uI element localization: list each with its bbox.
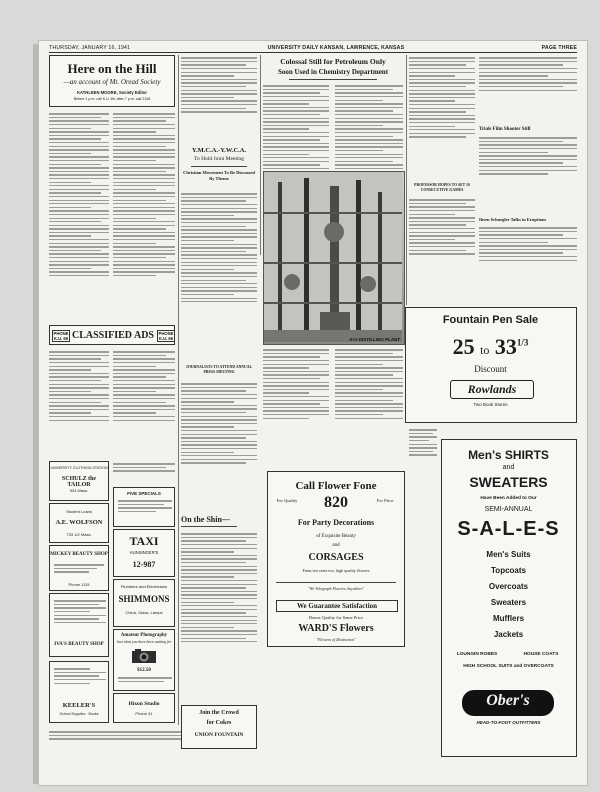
society-subtitle: —an account of Mt. Oread Society xyxy=(63,78,161,86)
on-the-shin-article xyxy=(181,531,257,701)
petroleum-article-col2-bottom xyxy=(335,347,403,467)
masthead-page: PAGE THREE xyxy=(541,45,577,51)
right-news-col2-bottom xyxy=(479,225,577,303)
flowers-subtext: From ten cents too, high quality flowers xyxy=(302,568,370,573)
bonus-quality: Bonus Quality for Same Price xyxy=(309,615,363,620)
shimmons-subtitle: China, Glass, Lamps xyxy=(125,610,163,615)
distilling-plant-photo xyxy=(263,171,405,345)
ibsen-headline: Ibsen Schnegler Talks in Eruptions xyxy=(479,217,547,222)
fountain-pen-title: Fountain Pen Sale xyxy=(442,314,539,326)
society-column-text xyxy=(49,111,109,361)
keeler-ad xyxy=(49,661,109,723)
services-title: FIVE SPECIALS xyxy=(127,491,161,496)
mens-shirts: Men's SHIRTS xyxy=(468,448,549,462)
discount-fraction: 1/3 xyxy=(516,337,529,348)
right-news-col2-mid xyxy=(479,135,577,215)
journalists-article xyxy=(181,381,257,511)
taxi-ad xyxy=(113,529,175,577)
classified-header xyxy=(49,325,175,345)
union-fountain-mid: for Cokes xyxy=(206,720,232,726)
society-editor: KATHLEEN MOORE, Society Editor xyxy=(77,90,147,95)
flowers-rule xyxy=(276,582,396,583)
obers-logo: Ober's xyxy=(486,692,530,709)
student-loans: Student Loans xyxy=(66,509,92,514)
item-mens-suits: Men's Suits xyxy=(486,550,531,559)
corsages: CORSAGES xyxy=(308,552,364,563)
masthead xyxy=(49,45,577,53)
camera-icon xyxy=(131,648,157,664)
photography-text xyxy=(118,675,172,689)
petroleum-title: Colossal Still for Petroleum Only xyxy=(280,57,386,66)
beauty-shop-phone: Phone 1115 xyxy=(68,582,90,587)
ymca-title: Y.M.C.A.-Y.W.C.A. xyxy=(191,147,247,154)
column-divider xyxy=(178,55,179,725)
union-fountain-name: UNION FOUNTAIN xyxy=(194,732,244,738)
item-mufflers: Mufflers xyxy=(492,614,525,623)
tailor-header: UNIVERSITY CLOTHING STATION xyxy=(50,466,108,470)
classified-title: CLASSIFIED ADS xyxy=(72,330,154,341)
tailor-name: SCHULZ the TAILOR xyxy=(61,476,97,488)
flower-fone-quality: For Quality xyxy=(276,498,298,503)
house-coats: HOUSE COATS xyxy=(523,652,559,657)
keeler-text xyxy=(54,666,106,698)
rowlands-logo: Rowlands xyxy=(450,380,534,399)
item-topcoats: Topcoats xyxy=(491,566,526,575)
ivas-beauty-name: IVA'S BEAUTY SHOP xyxy=(54,642,104,647)
services-text xyxy=(113,461,175,483)
petroleum-article-col1-bottom xyxy=(263,347,329,467)
classified-listings-2 xyxy=(113,349,175,457)
ymca-subtitle: To Hold Joint Meeting xyxy=(194,156,244,162)
shimmons-name: SHIMMONS xyxy=(118,594,170,604)
classified-phone-left: PHONE K.U. 66 xyxy=(53,331,69,341)
society-phones: Before 1 p.m. call K.U. 66; after 7 p.m. call 2108 xyxy=(73,97,151,101)
right-news-bottom-left xyxy=(409,427,437,567)
classified-phone-right: PHONE K.U. 66 xyxy=(158,331,174,341)
ymca-headline-2: Christian Movement To Be Discussed By Theme xyxy=(183,170,255,181)
sales-banner: S-A-L-E-S xyxy=(457,518,560,540)
exquisite-beauty: of Exquisite Beauty xyxy=(316,534,356,539)
item-jackets: Jackets xyxy=(493,630,524,639)
society-header-box xyxy=(49,55,175,107)
shimmons-top: Plumbers and Electricians xyxy=(120,584,168,589)
photography-price: $12.50 xyxy=(137,668,151,673)
fountain-pen-sale-ad xyxy=(405,307,577,423)
column-divider-2 xyxy=(260,55,261,255)
ymca-rule xyxy=(191,166,247,167)
flower-fone-ad xyxy=(267,471,405,647)
flower-fone-price: For Price xyxy=(376,498,394,503)
tailor-address: 924 Mass. xyxy=(69,488,89,493)
services-ad xyxy=(113,487,175,527)
petroleum-rule xyxy=(289,79,377,80)
rowlands-subtitle: Two Book Stores xyxy=(473,402,508,407)
wolfson-ad xyxy=(49,503,109,543)
wards-tagline: "Flowers of Distinction" xyxy=(316,637,356,642)
film-shooter-headline: Trials Film Shooter Still xyxy=(479,127,531,132)
sweaters: SWEATERS xyxy=(469,474,548,490)
photography-title: Amateur Photography xyxy=(120,633,168,638)
photography-ad xyxy=(113,629,175,691)
tailor-ad xyxy=(49,461,109,501)
distilling-plant-caption: K-U DISTILLING PLANT xyxy=(349,337,400,342)
union-fountain-top: Join the Crowd xyxy=(199,710,239,716)
obers-logo-subtitle: HEAD-TO-FOOT OUTFITTERS xyxy=(476,720,541,725)
petroleum-subtitle: Soon Used in Chemistry Department xyxy=(277,68,389,76)
discount-label: Discount xyxy=(474,364,507,374)
keeler-name: KEELER'S xyxy=(62,702,96,709)
discount-low: 25 xyxy=(452,334,475,359)
taxi-owner: HUNSINGER'S xyxy=(129,550,159,555)
right-news-col2-top xyxy=(479,55,577,125)
added-to-our: Have Been Added to Our xyxy=(480,496,537,501)
column-divider-3 xyxy=(406,55,407,305)
distilling-apparatus-image xyxy=(264,172,402,342)
taxi-phone: 12-987 xyxy=(132,560,156,569)
item-overcoats: Overcoats xyxy=(488,582,529,591)
hixon-studio-phone: Phone 41 xyxy=(135,711,153,716)
right-news-col1-bottom xyxy=(409,197,475,297)
keeler-subtitle: School Supplies · Books xyxy=(59,712,99,716)
discount-range xyxy=(406,334,575,360)
discount-to: to xyxy=(480,343,490,357)
wolfson-name: A.E. WOLFSON xyxy=(55,519,103,526)
flower-fone-number: 820 xyxy=(324,494,348,511)
hixon-studio-ad xyxy=(113,693,175,723)
journalists-headline: JOURNALISTS TO ATTEND ANNUAL PRESS MEETING xyxy=(185,365,253,374)
ymca-article xyxy=(181,191,257,361)
society-title: Here on the Hill xyxy=(67,61,157,76)
on-the-shin-headline: On the Shin— xyxy=(181,515,230,524)
flower-fone-title: Call Flower Fone xyxy=(295,480,377,492)
taxi-title: TAXI xyxy=(129,534,159,548)
masthead-title: UNIVERSITY DAILY KANSAN, LAWRENCE, KANSAS xyxy=(267,45,405,51)
semi-annual: SEMI-ANNUAL xyxy=(484,506,533,513)
ivas-beauty-ad xyxy=(49,593,109,657)
union-fountain-ad xyxy=(181,705,257,749)
newspaper-page xyxy=(38,40,588,786)
item-sweaters: Sweaters xyxy=(490,598,527,607)
telegraph-quote: "We Telegraph Flowers Anywhere" xyxy=(307,586,365,591)
discount-high: 33 xyxy=(494,334,517,359)
masthead-date: THURSDAY, JANUARY 16, 1941 xyxy=(49,45,131,51)
lounging-robes: LOUNGIN ROBES xyxy=(456,652,498,657)
on-the-shin-rule xyxy=(181,526,237,527)
flowers-and: and xyxy=(332,543,340,548)
classified-listings xyxy=(49,349,109,457)
shimmons-ad xyxy=(113,579,175,627)
services-list xyxy=(118,498,172,526)
beauty-shop-ad xyxy=(49,545,109,591)
photography-subtitle: Just what you have been waiting for xyxy=(116,640,172,644)
wards-flowers-name: WARD'S Flowers xyxy=(298,623,374,634)
wolfson-address: 733 1/2 Mass. xyxy=(66,532,92,537)
beauty-shop-name: MICKEY BEAUTY SHOP xyxy=(50,552,108,557)
beauty-shop-text xyxy=(54,562,104,580)
high-school-suits: HIGH SCHOOL SUITS and OVERCOATS xyxy=(463,664,554,669)
ymca-top-text xyxy=(181,55,257,145)
party-decorations: For Party Decorations xyxy=(297,518,375,527)
guarantee-satisfaction: We Guarantee Satisfaction xyxy=(276,600,398,612)
shirts-and: and xyxy=(502,464,515,471)
ivas-beauty-list xyxy=(54,598,106,638)
hixon-studio-name: Hixon Studio xyxy=(128,701,160,707)
obers-sale-ad xyxy=(441,439,577,757)
professor-headline: PROFESSOR HOPES TO SET 16 CONSECUTIVE GAMES xyxy=(409,183,475,193)
society-column-text-2 xyxy=(113,111,175,361)
